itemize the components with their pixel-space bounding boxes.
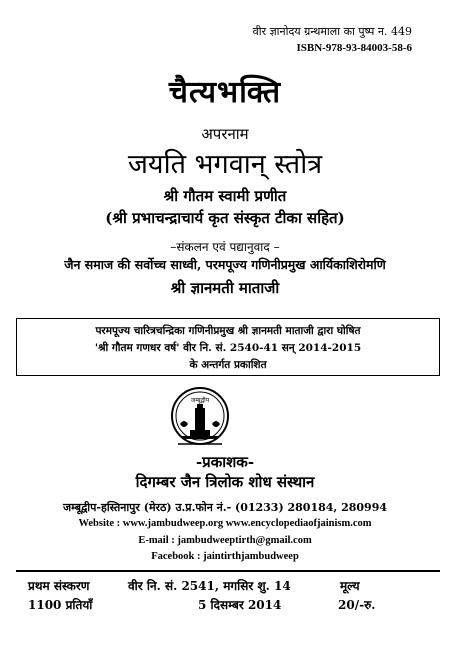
notice-line: परमपूज्य चारित्रचन्द्रिका गणिनीप्रमुख श्री ज्ञानमती माताजी द्वारा घोषित: [95, 325, 361, 337]
edition-label: प्रथम संस्करण: [28, 579, 90, 593]
divider: [16, 570, 440, 572]
compiler-name: श्री ज्ञानमती माताजी: [170, 279, 280, 297]
email-line: E-mail : jambudweeptirth@gmail.com: [138, 535, 312, 546]
book-subtitle: जयति भगवान् स्तोत्र: [127, 149, 323, 180]
alias-label: अपरनाम: [201, 125, 249, 143]
compiler-description: जैन समाज की सर्वोच्च साध्वी, परमपूज्य गणिनीप्रमुख आर्यिकाशिरोमणि: [64, 257, 386, 272]
notice-line: 'श्री गौतम गणधर वर्ष' वीर नि. सं. 2540-41 सन् 2014-2015: [94, 342, 362, 354]
edition-vir-date: वीर नि. सं. 2541, मगसिर शु. 14: [128, 579, 291, 593]
compiled-label: –संकलन एवं पद्यानुवाद –: [170, 240, 280, 254]
jambudweep-emblem-icon: [170, 384, 230, 452]
commentary-line: (श्री प्रभाचन्द्राचार्य कृत संस्कृत टीका सहित): [105, 209, 345, 227]
author-line: श्री गौतम स्वामी प्रणीत: [163, 187, 287, 205]
price-label: मूल्य: [340, 579, 360, 593]
book-title: चैत्यभक्ति: [168, 75, 282, 110]
series-number: वीर ज्ञानोदय ग्रन्थमाला का पुष्प न. 449: [252, 25, 412, 38]
publisher-name: दिगम्बर जैन त्रिलोक शोध संस्थान: [135, 473, 315, 491]
copies-count: 1100 प्रतियाँ: [28, 598, 93, 612]
price-value: 20/-रु.: [338, 598, 376, 612]
publisher-address: जम्बूद्वीप-हस्तिनापुर (मेरठ) उ.प्र.फोन नं.- (01233) 280184, 280994: [62, 501, 388, 514]
notice-line: के अन्तर्गत प्रकाशित: [189, 359, 267, 371]
isbn: ISBN-978-93-84003-58-6: [296, 42, 412, 54]
publisher-label: -प्रकाशक-: [195, 453, 255, 471]
edition-date: 5 दिसम्बर 2014: [198, 598, 282, 612]
facebook-line: Facebook : jaintirthjambudweep: [151, 551, 299, 562]
website-line: Website : www.jambudweep.org www.encyclopediaofjainism.com: [78, 518, 372, 529]
notice-box: [16, 318, 440, 376]
emblem-caption: जम्बूद्वीप: [190, 397, 210, 404]
